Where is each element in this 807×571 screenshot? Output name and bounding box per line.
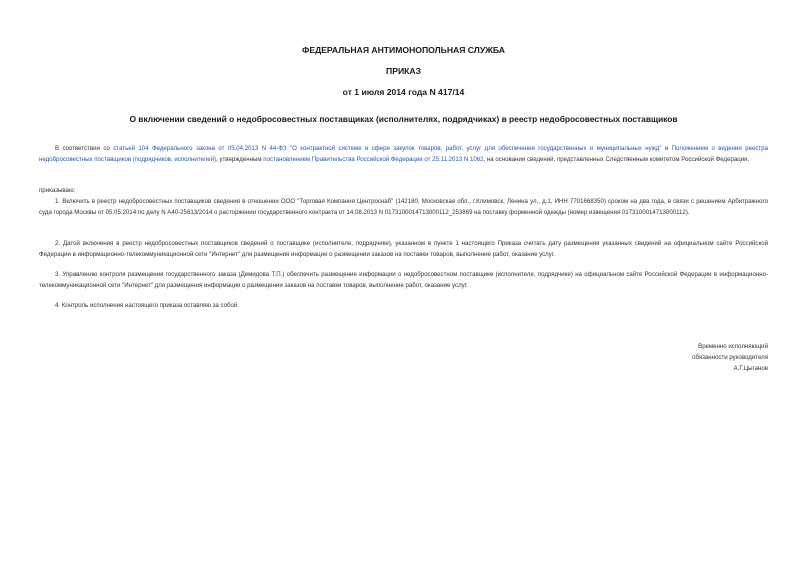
order-word: приказываю:: [39, 187, 76, 194]
order-item-2: 2. Датой включения в реестр недобросовестных поставщиков сведений о поставщике (исполнителе, подрядчике), указанном в пункте 1 настоящего Приказа считать дату размещения указанных сведений на официальном сайте Российской Федерации в информационно-телекоммуникационной сети "Интернет" для размещения информации о размещении заказов на поставки товаров, выполнение работ, оказание услуг.: [39, 240, 768, 258]
signature-position-line1: Временно исполняющий: [698, 343, 768, 350]
signatory-name: А.Г.Цыганов: [733, 365, 768, 372]
document-title: О включении сведений о недобросовестных поставщиках (исполнителях, подрядчиках) в реестр недобросовестных поставщиков: [129, 114, 678, 124]
preamble-text-2: и: [661, 145, 672, 152]
registry-regulation-link[interactable]: Положением о ведении реестра недобросовестных поставщиков (подрядчиков, исполнителей): [39, 145, 768, 163]
document-date-number: от 1 июля 2014 года N 417/14: [342, 87, 465, 97]
preamble-text-4: , на основании сведений, представленных Следственным комитетом Российской Федерации,: [483, 156, 750, 163]
agency-name: ФЕДЕРАЛЬНАЯ АНТИМОНОПОЛЬНАЯ СЛУЖБА: [302, 45, 505, 55]
signature-block: [692, 341, 768, 374]
document-type: ПРИКАЗ: [386, 66, 421, 76]
order-item-1: 1. Включить в реестр недобросовестных поставщиков сведения в отношении ООО "Торговая Компания Центроснаб" (142180, Московская обл., г.Климовск, Ленина ул., д.1, ИНН 7701668350) сроком на два года, в связи с решением Арбитражного суда города Москвы от 05.05.2014 по делу N А40-25613/2014 о расторжении государственного контракта от 14.08.2013 N 0173100014713000112_253869 на поставку форменной одежды (номер извещения 0173100014713000112).: [39, 198, 768, 216]
law-44fz-link[interactable]: статьей 104 Федерального закона от 05.04.2013 N 44-ФЗ "О контрактной системе в сфере закупок товаров, работ, услуг для обеспечения государственных и муниципальных нужд": [113, 145, 662, 152]
government-decree-link[interactable]: постановлением Правительства Российской Федерации от 25.11.2013 N 1062: [263, 156, 484, 163]
preamble-text-1: В соответствии со: [55, 145, 114, 152]
signature-position-line2: обязанности руководителя: [692, 354, 768, 361]
order-item-3: 3. Управлению контроля размещения государственного заказа (Демидова Т.П.) обеспечить размещение информации о недобросовестном поставщике (исполнителе, подрядчике) на официальном сайте Российской Федерации в информационно-телекоммуникационной сети "Интернет" для размещения информации о размещении заказов на поставки товаров, выполнение работ, оказание услуг.: [39, 271, 768, 289]
preamble-text-3: , утвержденным: [216, 156, 264, 163]
preamble-paragraph: [39, 143, 768, 165]
order-item-4: 4. Контроль исполнения настоящего приказа оставляю за собой.: [55, 302, 239, 309]
